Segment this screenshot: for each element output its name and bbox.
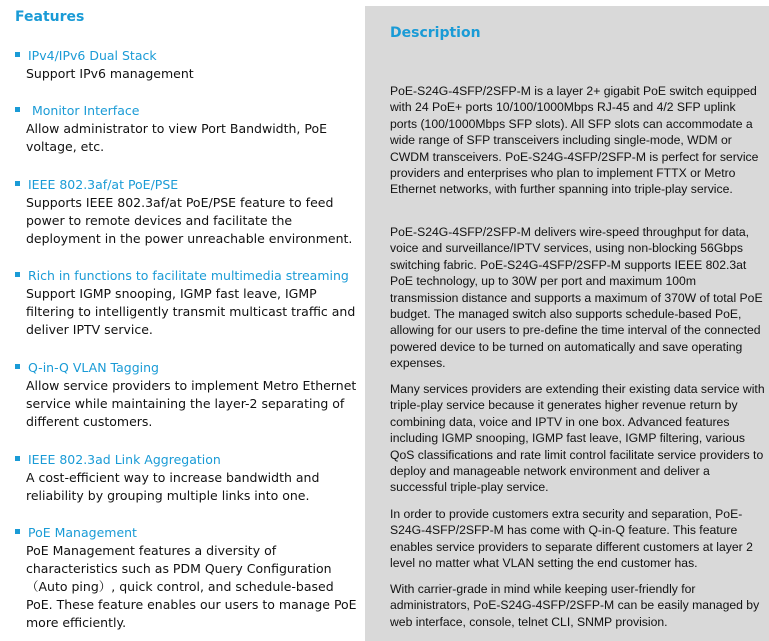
feature-heading: IEEE 802.3af/at PoE/PSE bbox=[28, 177, 179, 192]
features-column bbox=[0, 0, 362, 641]
feature-body: A cost-efficient way to increase bandwidth and reliability by grouping multiple links into one. bbox=[26, 470, 320, 503]
description-panel bbox=[365, 6, 769, 641]
feature-body: PoE Management features a diversity of characteristics such as PDM Query Configuration （Auto ping）, quick control, and schedule-based PoE. These feature enables our users to manage PoE more efficiently. bbox=[26, 543, 357, 630]
bullet-icon bbox=[15, 364, 20, 369]
feature-heading: IEEE 802.3ad Link Aggregation bbox=[28, 452, 221, 467]
feature-heading: Q-in-Q VLAN Tagging bbox=[28, 360, 159, 375]
feature-body: Support IPv6 management bbox=[26, 66, 194, 81]
bullet-icon bbox=[15, 272, 20, 277]
feature-heading: IPv4/IPv6 Dual Stack bbox=[28, 48, 157, 63]
feature-body: Support IGMP snooping, IGMP fast leave, IGMP filtering to intelligently transmit multicast traffic and deliver IPTV service. bbox=[26, 286, 356, 337]
feature-heading: PoE Management bbox=[28, 525, 137, 540]
feature-item-monitor bbox=[15, 102, 360, 156]
description-title: Description bbox=[390, 25, 481, 41]
feature-item-link-aggregation bbox=[15, 451, 360, 505]
bullet-icon bbox=[15, 107, 20, 112]
feature-body: Allow service providers to implement Metro Ethernet service while maintaining the layer-2 separating of different customers. bbox=[26, 378, 357, 429]
feature-item-poe-management bbox=[15, 524, 360, 632]
feature-heading: Monitor Interface bbox=[28, 103, 140, 118]
feature-item-ipv6 bbox=[15, 47, 360, 83]
bullet-icon bbox=[15, 181, 20, 186]
bullet-icon bbox=[15, 52, 20, 57]
feature-body: Supports IEEE 802.3af/at PoE/PSE feature to feed power to remote devices and facilitate the deployment in the power unreachable environment. bbox=[26, 195, 353, 246]
description-paragraph: PoE-S24G-4SFP/2SFP-M is a layer 2+ gigabit PoE switch equipped with 24 PoE+ ports 10/100/1000Mbps RJ-45 and 4/2 SFP uplink ports (100/1000Mbps SFP slots). All SFP slots can accommodate a wide range of SFP transceivers including single-mode, WDM or CWDM transceivers. PoE-S24G-4SFP/2SFP-M is perfect for service providers and enterprises who plan to implement FTTX or Metro Ethernet networks, with further spanning into triple-play service. bbox=[390, 84, 759, 197]
feature-item-poe-pse bbox=[15, 176, 360, 248]
feature-item-qinq bbox=[15, 359, 360, 431]
feature-heading: Rich in functions to facilitate multimedia streaming bbox=[28, 268, 349, 283]
feature-body: Allow administrator to view Port Bandwidth, PoE voltage, etc. bbox=[26, 121, 328, 154]
description-paragraph: In order to provide customers extra security and separation, PoE-S24G-4SFP/2SFP-M has come with Q-in-Q feature. This feature enables service providers to separate different customers at layer 2 level no matter what VLAN setting the end customer has. bbox=[390, 507, 753, 571]
bullet-icon bbox=[15, 529, 20, 534]
features-title: Features bbox=[15, 9, 85, 25]
description-paragraph: With carrier-grade in mind while keeping user-friendly for administrators, PoE-S24G-4SFP/2SFP-M can be easily managed by web interface, console, telnet CLI, SNMP provision. bbox=[390, 582, 760, 629]
feature-item-multimedia bbox=[15, 267, 360, 339]
description-paragraph: PoE-S24G-4SFP/2SFP-M delivers wire-speed throughput for data, voice and surveillance/IPTV services, using non-blocking 56Gbps switching fabric. PoE-S24G-4SFP/2SFP-M supports IEEE 802.3at PoE technology, up to 30W per port and maximum 100m transmission distance and supports a maximum of 370W of total PoE budget. The managed switch also supports schedule-based PoE, allowing for our users to pre-define the time interval of the connected powered device to be turned on automatically and save operating expenses. bbox=[390, 225, 763, 371]
description-paragraph: Many services providers are extending their existing data service with triple-play service because it generates higher revenue return by combining data, voice and IPTV in one box. Advanced features including IGMP snooping, IGMP fast leave, IGMP filtering, various QoS classifications and rate limit control facilitate service providers to deploy and manageable network environment and deliver a successful triple-play service. bbox=[390, 382, 765, 495]
bullet-icon bbox=[15, 456, 20, 461]
